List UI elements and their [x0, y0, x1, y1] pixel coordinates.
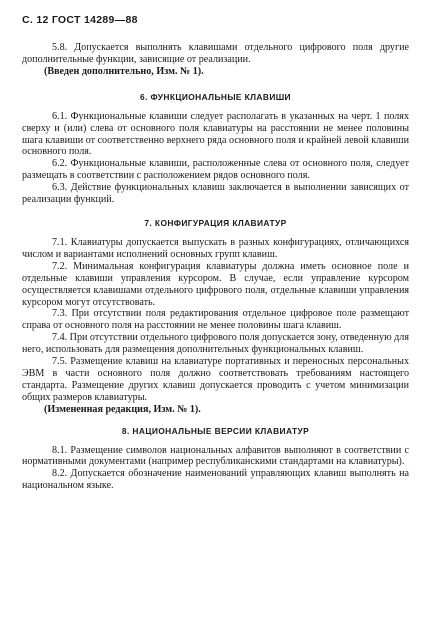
clause-8-1: 8.1. Размещение символов национальных алфавитов выполняют в соответствии с нормативными документами (например республиканскими стандартами на клавиатуры). — [22, 444, 409, 468]
section-7-title: 7. КОНФИГУРАЦИЯ КЛАВИАТУР — [144, 217, 287, 228]
clause-7-3: 7.3. При отсутствии поля редактирования отдельное цифровое поле размещают справа от основного поля на расстоянии не менее половины шага клавиш. — [22, 308, 409, 332]
amendment-note: (Введен дополнительно, Изм. № 1). — [44, 65, 204, 77]
clause-7-4: 7.4. При отсутствии отдельного цифрового поля допускается зону, отведенную для него, использовать для размещения дополнительных функциональных клавиш. — [22, 332, 409, 356]
clause-5-8: 5.8. Допускается выполнять клавишами отдельного цифрового поля другие дополнительные функции, зависящие от реализации. — [22, 42, 409, 65]
clause-6-1: 6.1. Функциональные клавиши следует располагать в указанных на черт. 1 полях сверху и (или) слева от основного поля клавиатуры на расстоянии не менее половины шага клавиши от соответственно верхнего ряда основного поля и крайней левой клавиши основного поля. — [22, 110, 409, 158]
clause-7-5: 7.5. Размещение клавиш на клавиатуре портативных и переносных персональных ЭВМ в части основного поля должно соответствовать требованиям настоящего стандарта. Размещение других клавиш допускается проводить с учетом минимизации общих размеров клавиатуры. — [22, 356, 409, 403]
clause-8-2: 8.2. Допускается обозначение наименований управляющих клавиш выполнять на национальном языке. — [22, 468, 409, 492]
revision-note: (Измененная редакция, Изм. № 1). — [44, 403, 201, 415]
clause-7-1: 7.1. Клавиатуры допускается выпускать в разных конфигурациях, отличающихся числом и вариантами исполнений основных групп клавиш. — [22, 236, 409, 260]
clause-7-2: 7.2. Минимальная конфигурация клавиатуры должна иметь основное поле и отдельные клавиши управления курсором. В случае, если управление курсором осуществляется клавишами отдельного цифрового поля, отдельные клавиши управления курсором могут отсутствовать. — [22, 260, 409, 308]
section-8-title: 8. НАЦИОНАЛЬНЫЕ ВЕРСИИ КЛАВИАТУР — [121, 425, 310, 436]
section-6-title: 6. ФУНКЦИОНАЛЬНЫЕ КЛАВИШИ — [140, 91, 291, 102]
clause-6-2: 6.2. Функциональные клавиши, расположенные слева от основного поля, следует размещать в соответствии с расположением рядов основного поля. — [22, 158, 409, 182]
clause-6-3: 6.3. Действие функциональных клавиш заключается в выполнении зависящих от реализации функций. — [22, 182, 409, 206]
page-header: С. 12 ГОСТ 14289—88 — [22, 14, 138, 26]
